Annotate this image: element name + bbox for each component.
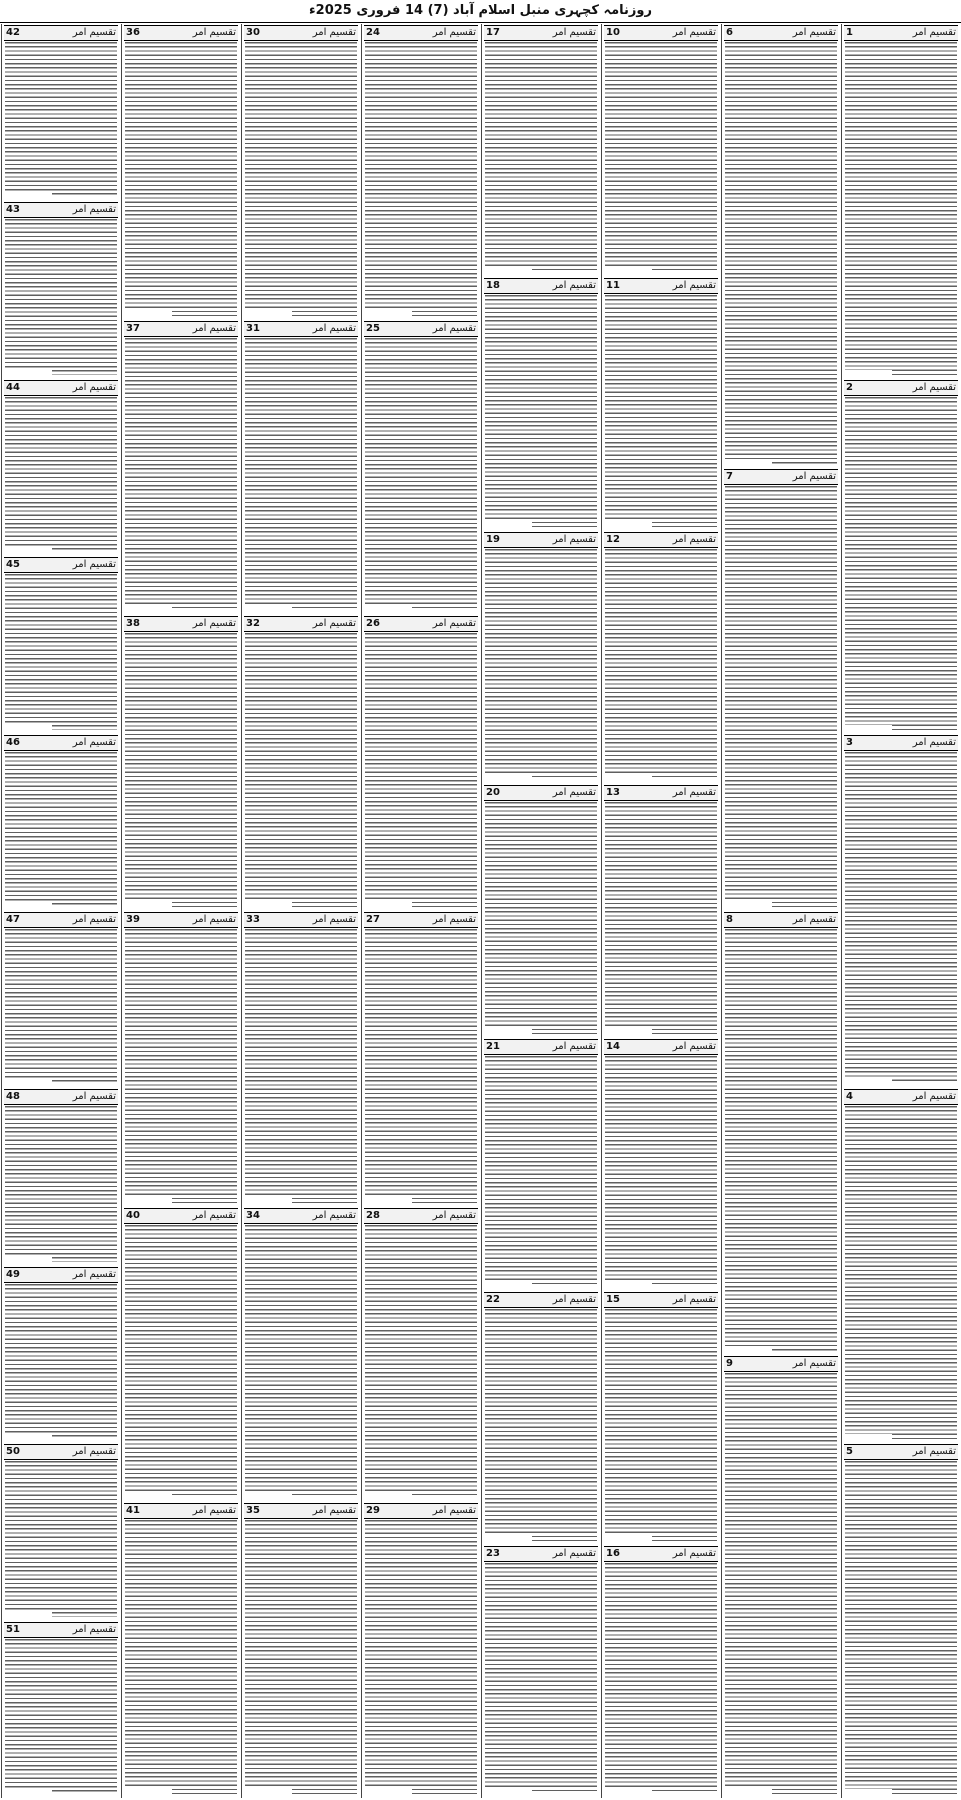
- section-label: تقسیم امر: [552, 533, 596, 545]
- section-number: 24: [366, 27, 380, 38]
- article-text: [365, 633, 477, 907]
- section-label: تقسیم امر: [312, 618, 356, 630]
- article-text: [5, 1106, 117, 1261]
- article-text: [245, 338, 357, 612]
- section-number: 15: [606, 1294, 620, 1306]
- article-text: [485, 1309, 597, 1540]
- section-number: 14: [606, 1040, 620, 1052]
- section-number: 9: [726, 1357, 733, 1369]
- section-number: 44: [6, 381, 20, 393]
- section-number: 31: [246, 322, 260, 334]
- section-label: تقسیم امر: [912, 381, 956, 393]
- section-label: تقسیم امر: [912, 736, 956, 748]
- section-header: [484, 1292, 598, 1308]
- section-label: تقسیم امر: [312, 1209, 356, 1221]
- section-header: [484, 1546, 598, 1562]
- article-text: [245, 1520, 357, 1794]
- article-text: [485, 42, 597, 273]
- article-text: [245, 929, 357, 1203]
- section-header: [4, 380, 118, 396]
- section-number: 36: [126, 27, 140, 38]
- section-number: 49: [6, 1268, 20, 1280]
- section-label: تقسیم امر: [72, 736, 116, 748]
- section-number: 2: [846, 381, 853, 393]
- section-header: [124, 912, 238, 928]
- section-header: [244, 616, 358, 632]
- article-text: [245, 42, 357, 316]
- section-label: تقسیم امر: [72, 559, 116, 571]
- column-1: [841, 24, 960, 1798]
- section-header: [844, 25, 958, 41]
- section-header: [4, 25, 118, 41]
- section-label: تقسیم امر: [72, 1268, 116, 1280]
- section-label: تقسیم امر: [192, 1209, 236, 1221]
- column-8: [1, 24, 120, 1798]
- section-number: 26: [366, 618, 380, 630]
- section-header: [484, 1039, 598, 1055]
- article-text: [245, 633, 357, 907]
- section-label: تقسیم امر: [432, 618, 476, 630]
- section-label: تقسیم امر: [72, 204, 116, 216]
- section-number: 30: [246, 27, 260, 38]
- section-header: [4, 1267, 118, 1283]
- article-text: [5, 574, 117, 729]
- section-header: [604, 1039, 718, 1055]
- article-text: [5, 929, 117, 1084]
- article-text: [365, 338, 477, 612]
- section-label: تقسیم امر: [552, 787, 596, 799]
- article-text: [125, 338, 237, 612]
- section-label: تقسیم امر: [552, 1294, 596, 1306]
- section-number: 1: [846, 27, 853, 38]
- section-header: [244, 1503, 358, 1519]
- section-header: [724, 1356, 838, 1372]
- article-text: [5, 219, 117, 374]
- section-label: تقسیم امر: [312, 322, 356, 334]
- section-header: [364, 25, 478, 41]
- section-number: 27: [366, 914, 380, 925]
- section-header: [4, 1444, 118, 1460]
- section-header: [244, 321, 358, 337]
- section-header: [604, 1292, 718, 1308]
- section-label: تقسیم امر: [72, 914, 116, 925]
- section-number: 32: [246, 618, 260, 630]
- section-header: [364, 616, 478, 632]
- section-label: تقسیم امر: [552, 1040, 596, 1052]
- section-header: [484, 278, 598, 294]
- section-header: [844, 735, 958, 751]
- section-number: 45: [6, 559, 20, 571]
- article-text: [5, 1461, 117, 1616]
- article-text: [5, 1639, 117, 1794]
- section-label: تقسیم امر: [672, 1294, 716, 1306]
- section-header: [364, 1503, 478, 1519]
- section-number: 7: [726, 470, 733, 482]
- section-number: 48: [6, 1091, 20, 1103]
- article-text: [485, 295, 597, 526]
- section-label: تقسیم امر: [672, 27, 716, 38]
- section-number: 8: [726, 914, 733, 925]
- section-label: تقسیم امر: [72, 381, 116, 393]
- section-number: 13: [606, 787, 620, 799]
- column-2: [721, 24, 840, 1798]
- section-label: تقسیم امر: [792, 27, 836, 38]
- section-label: تقسیم امر: [672, 787, 716, 799]
- section-header: [364, 321, 478, 337]
- article-text: [725, 929, 837, 1351]
- article-text: [605, 42, 717, 273]
- article-text: [5, 1284, 117, 1439]
- column-6: [241, 24, 360, 1798]
- section-number: 42: [6, 27, 20, 38]
- section-label: تقسیم امر: [192, 1505, 236, 1517]
- article-text: [5, 397, 117, 552]
- section-number: 4: [846, 1091, 853, 1103]
- section-number: 28: [366, 1209, 380, 1221]
- section-number: 41: [126, 1505, 140, 1517]
- section-header: [844, 1444, 958, 1460]
- article-text: [605, 549, 717, 780]
- section-number: 35: [246, 1505, 260, 1517]
- article-text: [125, 929, 237, 1203]
- section-header: [724, 469, 838, 485]
- section-label: تقسیم امر: [672, 533, 716, 545]
- section-number: 51: [6, 1623, 20, 1635]
- section-header: [4, 202, 118, 218]
- section-label: تقسیم امر: [312, 1505, 356, 1517]
- column-7: [121, 24, 240, 1798]
- section-header: [364, 1208, 478, 1224]
- section-header: [604, 785, 718, 801]
- section-header: [244, 912, 358, 928]
- article-text: [485, 802, 597, 1033]
- section-header: [604, 25, 718, 41]
- article-text: [5, 42, 117, 197]
- article-text: [845, 1106, 957, 1439]
- section-header: [484, 25, 598, 41]
- column-5: [361, 24, 480, 1798]
- section-label: تقسیم امر: [192, 27, 236, 38]
- section-label: تقسیم امر: [912, 1091, 956, 1103]
- section-number: 20: [486, 787, 500, 799]
- section-number: 6: [726, 27, 733, 38]
- article-text: [485, 1563, 597, 1794]
- article-text: [125, 633, 237, 907]
- section-number: 19: [486, 533, 500, 545]
- section-header: [4, 912, 118, 928]
- section-number: 5: [846, 1446, 853, 1458]
- article-text: [605, 1563, 717, 1794]
- article-text: [845, 397, 957, 730]
- section-label: تقسیم امر: [912, 1446, 956, 1458]
- section-label: تقسیم امر: [432, 27, 476, 38]
- article-text: [365, 1225, 477, 1499]
- article-text: [845, 42, 957, 375]
- article-text: [605, 1056, 717, 1287]
- section-number: 50: [6, 1446, 20, 1458]
- article-text: [605, 295, 717, 526]
- section-label: تقسیم امر: [432, 914, 476, 925]
- section-number: 12: [606, 533, 620, 545]
- section-label: تقسیم امر: [552, 27, 596, 38]
- section-header: [484, 532, 598, 548]
- section-header: [604, 278, 718, 294]
- article-text: [125, 1520, 237, 1794]
- article-text: [845, 1461, 957, 1794]
- article-text: [245, 1225, 357, 1499]
- section-number: 25: [366, 322, 380, 334]
- section-label: تقسیم امر: [672, 1040, 716, 1052]
- section-header: [604, 1546, 718, 1562]
- section-label: تقسیم امر: [672, 280, 716, 292]
- section-label: تقسیم امر: [792, 470, 836, 482]
- section-header: [844, 380, 958, 396]
- section-header: [604, 532, 718, 548]
- column-4: [481, 24, 600, 1798]
- section-header: [124, 1503, 238, 1519]
- section-number: 16: [606, 1547, 620, 1559]
- section-label: تقسیم امر: [672, 1547, 716, 1559]
- section-number: 17: [486, 27, 500, 38]
- section-label: تقسیم امر: [192, 618, 236, 630]
- section-label: تقسیم امر: [432, 1505, 476, 1517]
- section-label: تقسیم امر: [432, 1209, 476, 1221]
- section-label: تقسیم امر: [792, 1357, 836, 1369]
- section-header: [4, 1622, 118, 1638]
- section-header: [124, 1208, 238, 1224]
- section-header: [244, 25, 358, 41]
- section-number: 29: [366, 1505, 380, 1517]
- section-label: تقسیم امر: [72, 1623, 116, 1635]
- section-label: تقسیم امر: [792, 914, 836, 925]
- section-header: [124, 616, 238, 632]
- section-label: تقسیم امر: [72, 1091, 116, 1103]
- article-text: [725, 486, 837, 908]
- article-text: [125, 42, 237, 316]
- section-number: 34: [246, 1209, 260, 1221]
- section-label: تقسیم امر: [192, 322, 236, 334]
- section-number: 10: [606, 27, 620, 38]
- section-header: [724, 25, 838, 41]
- section-number: 11: [606, 280, 620, 292]
- section-header: [844, 1089, 958, 1105]
- section-label: تقسیم امر: [312, 914, 356, 925]
- section-number: 43: [6, 204, 20, 216]
- section-header: [484, 785, 598, 801]
- section-number: 47: [6, 914, 20, 925]
- section-header: [4, 1089, 118, 1105]
- article-text: [365, 42, 477, 316]
- article-text: [5, 752, 117, 907]
- section-number: 21: [486, 1040, 500, 1052]
- section-label: تقسیم امر: [192, 914, 236, 925]
- section-label: تقسیم امر: [912, 27, 956, 38]
- section-header: [124, 321, 238, 337]
- section-label: تقسیم امر: [72, 27, 116, 38]
- section-number: 40: [126, 1209, 140, 1221]
- article-text: [605, 802, 717, 1033]
- article-text: [845, 752, 957, 1085]
- article-text: [485, 549, 597, 780]
- section-number: 39: [126, 914, 140, 925]
- section-number: 33: [246, 914, 260, 925]
- section-number: 3: [846, 736, 853, 748]
- section-label: تقسیم امر: [552, 1547, 596, 1559]
- section-number: 22: [486, 1294, 500, 1306]
- section-number: 23: [486, 1547, 500, 1559]
- section-label: تقسیم امر: [72, 1446, 116, 1458]
- article-text: [725, 1373, 837, 1795]
- article-text: [365, 1520, 477, 1794]
- section-header: [124, 25, 238, 41]
- section-header: [724, 912, 838, 928]
- article-text: [605, 1309, 717, 1540]
- section-label: تقسیم امر: [312, 27, 356, 38]
- article-text: [485, 1056, 597, 1287]
- section-number: 46: [6, 736, 20, 748]
- article-text: [365, 929, 477, 1203]
- page-header: روزنامہ کچہری منبل اسلام آباد (7) 14 فروری 2025ء: [0, 0, 961, 23]
- section-label: تقسیم امر: [432, 322, 476, 334]
- article-text: [725, 42, 837, 464]
- section-label: تقسیم امر: [552, 280, 596, 292]
- section-header: [4, 557, 118, 573]
- section-header: [4, 735, 118, 751]
- column-3: [601, 24, 720, 1798]
- section-number: 38: [126, 618, 140, 630]
- section-number: 18: [486, 280, 500, 292]
- article-text: [125, 1225, 237, 1499]
- section-header: [244, 1208, 358, 1224]
- section-number: 37: [126, 322, 140, 334]
- section-header: [364, 912, 478, 928]
